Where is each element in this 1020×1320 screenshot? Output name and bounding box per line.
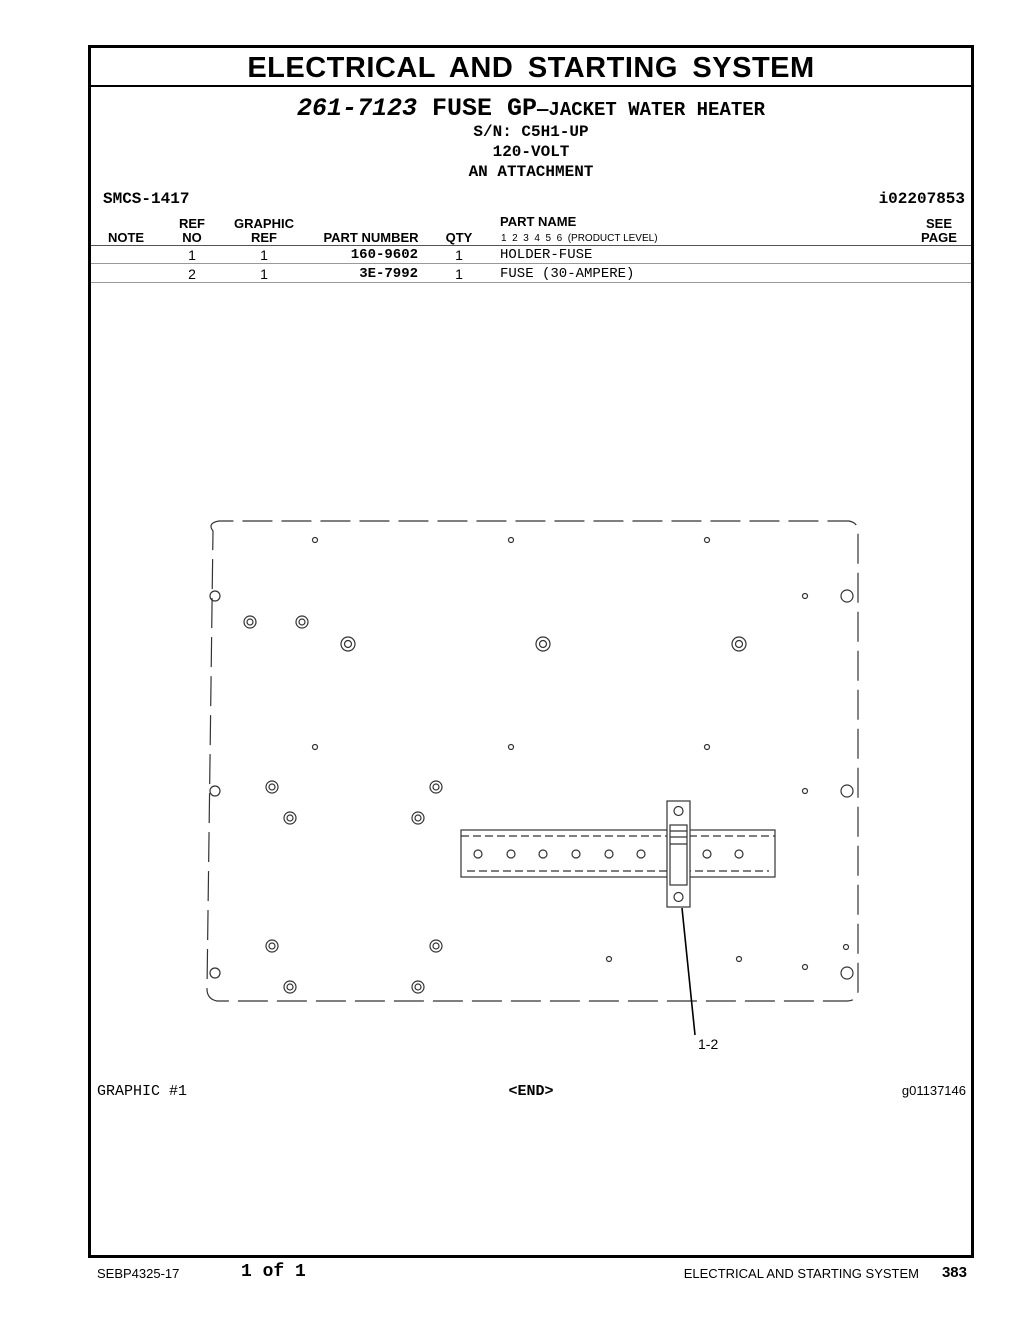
section-title: ELECTRICAL AND STARTING SYSTEM [91,48,971,87]
voltage: 120-VOLT [492,143,570,161]
smcs-code: SMCS-1417 [103,190,190,208]
col-part-number: PART NUMBER [323,230,419,245]
callout-label: 1-2 [698,1036,719,1052]
document-id: SEBP4325-17 [97,1266,180,1281]
table-header-rule [91,245,971,246]
row-part-name: HOLDER-FUSE [500,247,593,263]
col-ref [169,217,215,245]
serial-number: S/N: C5H1-UP [473,123,589,141]
footer-section: ELECTRICAL AND STARTING SYSTEM [683,1266,919,1281]
col-qty: QTY [445,230,473,245]
col-see-top: SEE [925,216,952,231]
row-ref-no: 2 [188,266,196,282]
illustration-id: i02207853 [878,190,965,208]
col-ref-bottom: NO [182,230,202,245]
page-frame [88,45,974,1258]
row-rule [91,263,971,264]
col-see-bottom: PAGE [921,230,957,245]
row-ref-no: 1 [188,247,196,263]
graphic-id: g01137146 [901,1083,966,1098]
end-marker: <END> [508,1083,554,1100]
page-number: 383 [941,1264,967,1281]
graphic-label: GRAPHIC #1 [97,1083,188,1100]
col-graphic-bottom: REF [251,230,277,245]
col-part-name: PART NAME [500,214,577,229]
row-part-number: 160-9602 [350,247,418,263]
col-graphic-top: GRAPHIC [234,216,294,231]
row-graphic-ref: 1 [260,247,268,263]
part-group-name-suffix: —JACKET WATER HEATER [537,99,766,121]
page-of: 1 of 1 [241,1262,306,1282]
row-graphic-ref: 1 [260,266,268,282]
part-group-number: 261-7123 [296,94,417,123]
row-qty: 1 [455,247,463,263]
col-note: NOTE [107,230,145,245]
fuse-group-illustration [201,513,871,1113]
row-part-number: 3E-7992 [359,266,418,282]
row-rule [91,282,971,283]
part-group-title [91,94,971,123]
col-product-levels: 1 2 3 4 5 6 (PRODUCT LEVEL) [501,233,658,244]
attachment-note: AN ATTACHMENT [468,163,594,181]
row-qty: 1 [455,266,463,282]
part-group-name: FUSE GP [431,94,538,123]
col-ref-top: REF [179,216,205,231]
col-graphic-ref [229,217,299,245]
col-see-page [911,217,967,245]
row-part-name: FUSE (30-AMPERE) [500,266,635,282]
